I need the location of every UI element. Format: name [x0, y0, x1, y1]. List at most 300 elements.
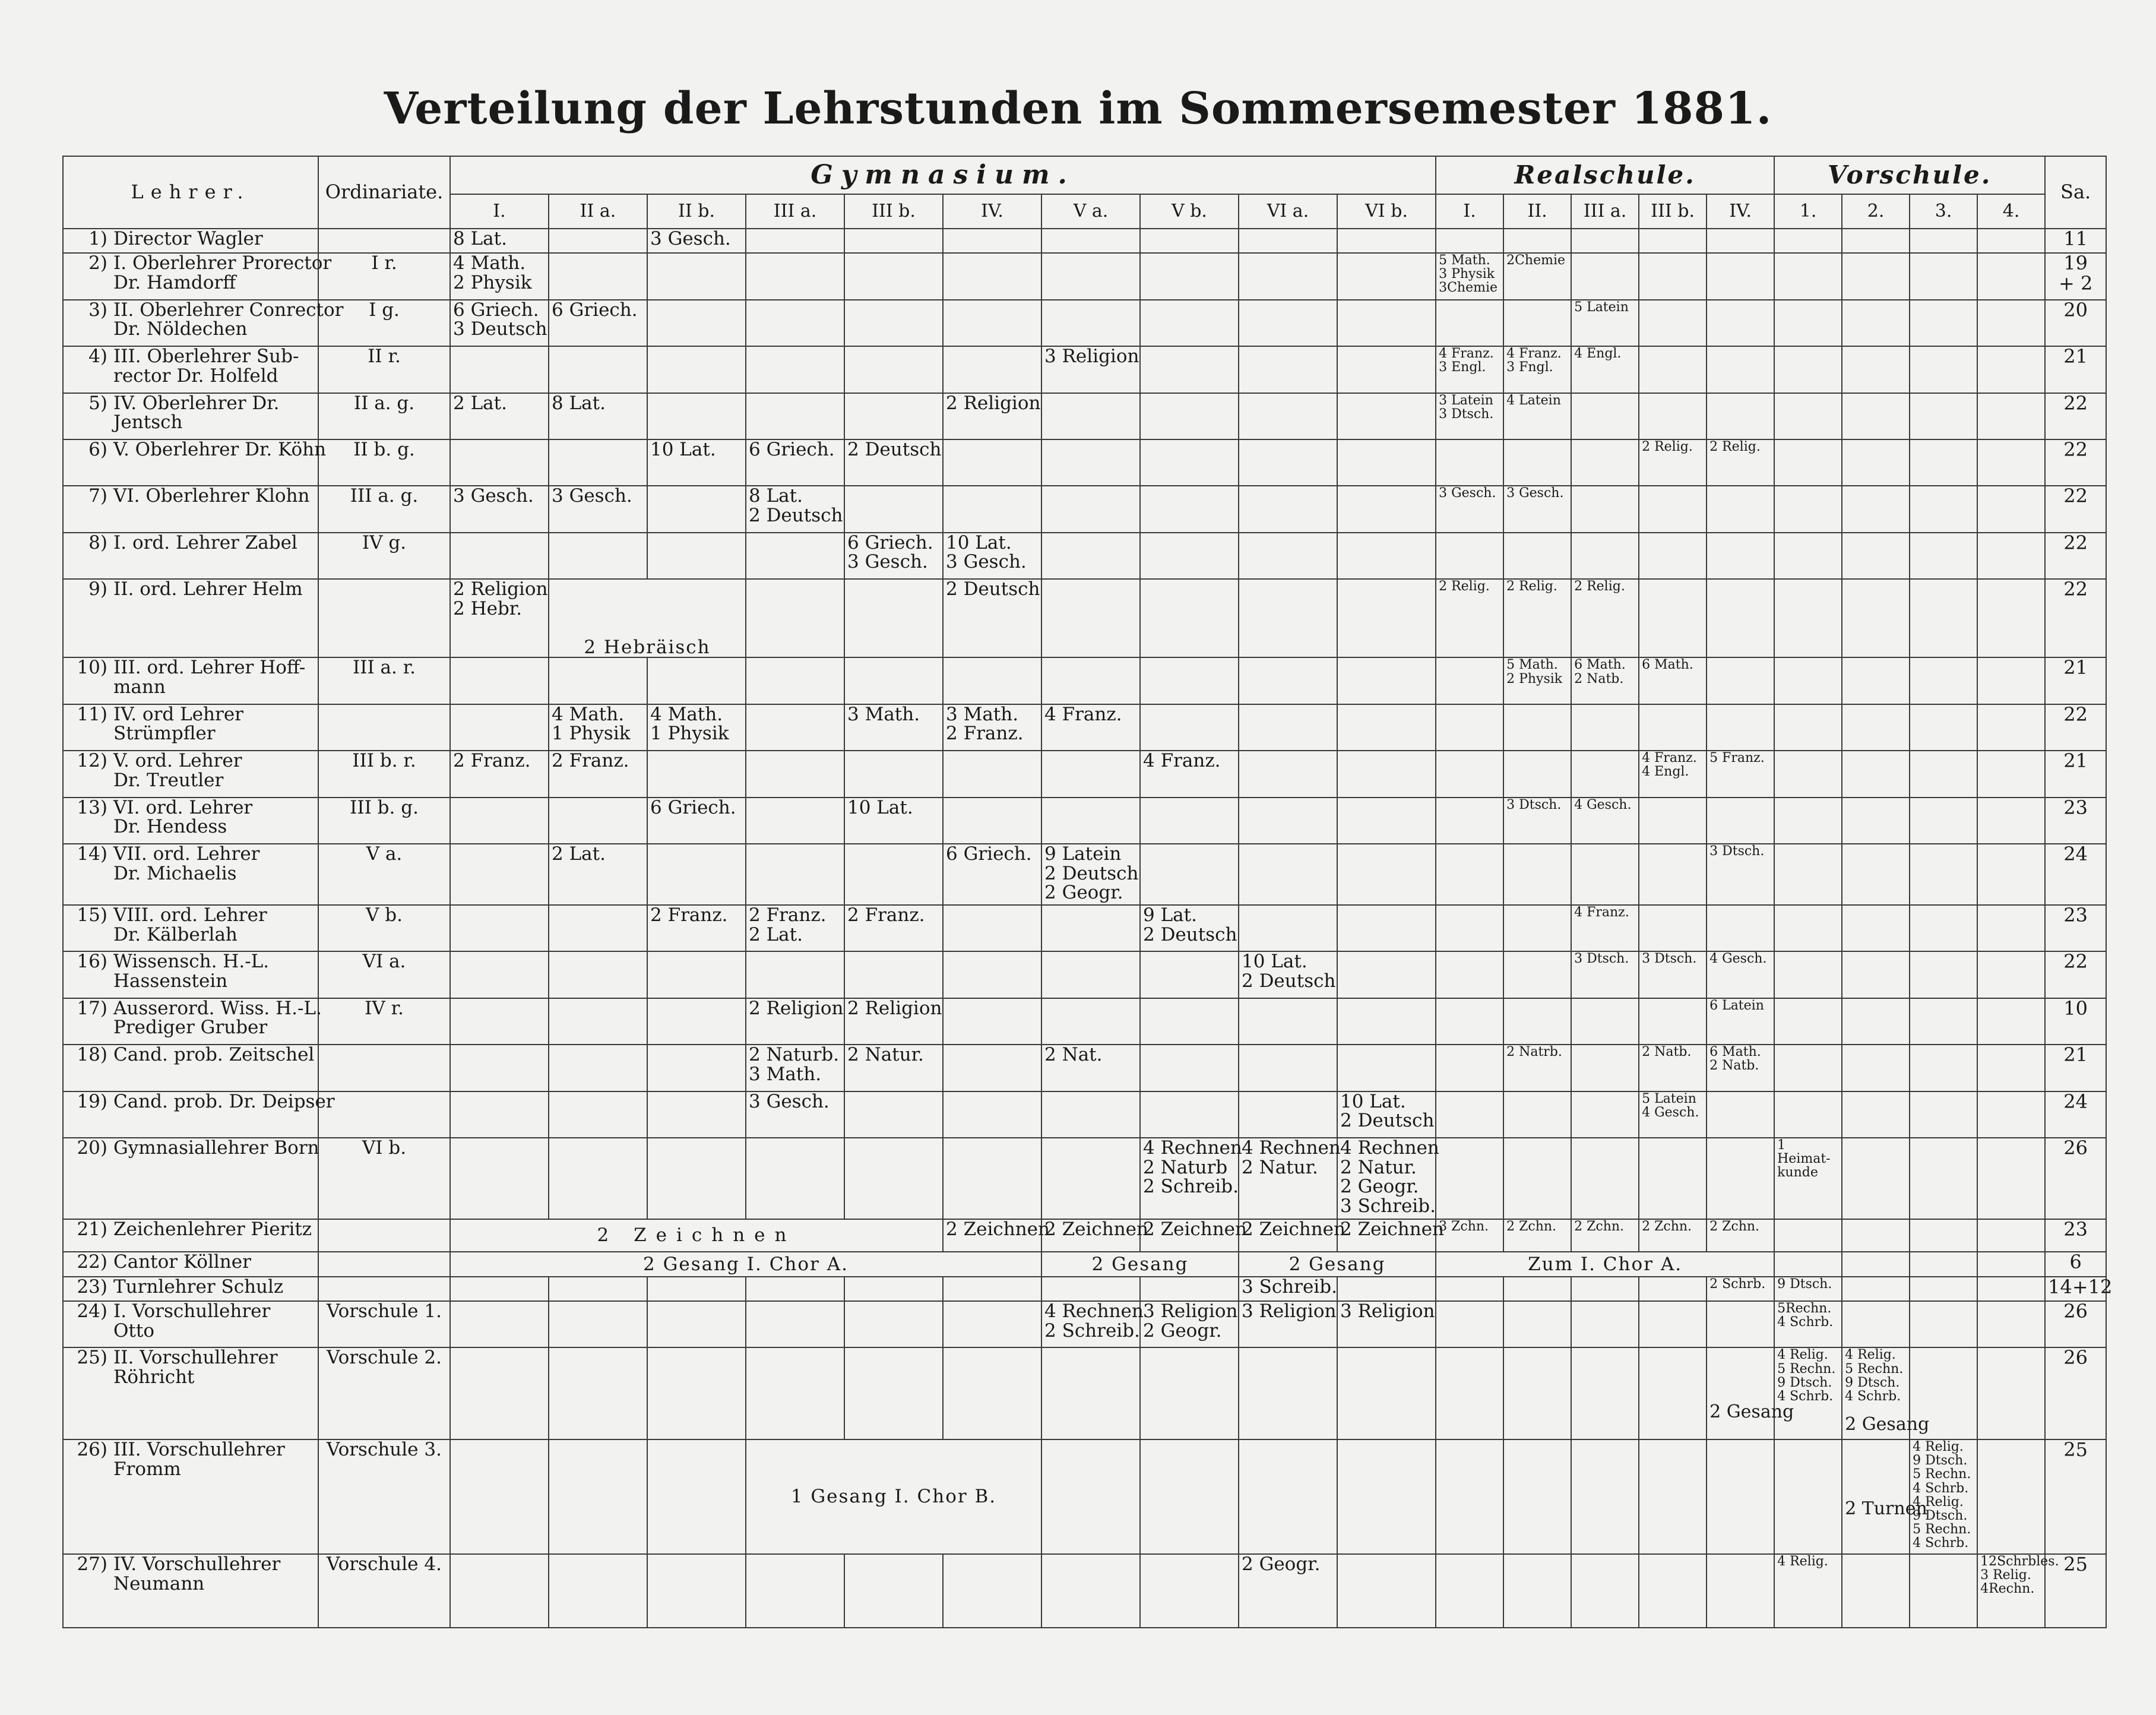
row-number: 1): [88, 228, 107, 249]
lesson-entry: 4 Franz.: [1044, 703, 1122, 725]
lesson-cell: [1707, 486, 1774, 532]
lesson-cell: [943, 905, 1041, 951]
lesson-cell: [1842, 951, 1910, 998]
ordinariat: [318, 1219, 450, 1252]
header-ordinariate: Ordinariate.: [318, 156, 450, 229]
lesson-cell: [1503, 657, 1571, 704]
teacher-name: [63, 393, 318, 439]
lesson-cell: [1337, 1554, 1436, 1628]
lesson-cell: [647, 657, 746, 704]
lesson-cell: [844, 951, 943, 998]
lesson-cell: [647, 1045, 746, 1091]
lesson-entry: 3 Gesch.: [749, 1090, 830, 1112]
lesson-entry: kunde: [1777, 1165, 1818, 1181]
lesson-cell: [1436, 229, 1503, 253]
lesson-cell: [1436, 1347, 1503, 1439]
ordinariat: [318, 1045, 450, 1091]
teacher-name: [63, 1439, 318, 1554]
lesson-cell: [647, 905, 746, 951]
lesson-cell: [943, 704, 1041, 751]
lesson-cell: [1639, 704, 1707, 751]
teacher-name: [63, 1219, 318, 1252]
lesson-cell: [549, 998, 647, 1045]
lesson-entry: 4 Gesch.: [1709, 951, 1767, 967]
lesson-entry: 2 Natur.: [847, 1044, 924, 1066]
teacher-name: [63, 1045, 318, 1091]
lesson-cell: [1436, 1554, 1503, 1628]
lesson-cell: [1977, 1347, 2045, 1439]
lesson-cell: [1239, 1554, 1337, 1628]
lesson-cell: [1140, 951, 1239, 998]
lesson-cell: [1041, 798, 1140, 844]
lesson-cell: [746, 704, 844, 751]
lesson-entry: 2 Zchn.: [1709, 1219, 1760, 1234]
teacher-name-line: IV. Vorschullehrer: [113, 1553, 281, 1575]
header-gym-class: III a.: [746, 194, 844, 229]
lesson-cell: [844, 1347, 943, 1439]
lesson-cell: [943, 439, 1041, 486]
lesson-entry: 2 Religion: [946, 392, 1041, 414]
row-number: 4): [88, 346, 107, 368]
lesson-cell: [1239, 300, 1337, 346]
lesson-cell: [1639, 1347, 1707, 1439]
lesson-cell: [1977, 486, 2045, 532]
lesson-cell: [1239, 1439, 1337, 1554]
lesson-cell: [1041, 1091, 1140, 1138]
lesson-entry: 3 Schreib.: [1242, 1276, 1337, 1298]
table-row: [63, 393, 2106, 439]
lesson-cell: [1774, 1439, 1842, 1554]
lesson-entry: 2 Zeichnen: [1044, 1218, 1148, 1240]
lesson-cell: [1436, 798, 1503, 844]
lesson-cell: [943, 1218, 1050, 1252]
hours-sum-value: 22: [2063, 950, 2088, 973]
lesson-cell: [844, 905, 943, 951]
hours-sum-value: 23: [2063, 796, 2088, 819]
ordinariat: Vorschule 4.: [318, 1554, 450, 1628]
table-row: [63, 998, 2106, 1045]
lesson-cell: [1977, 844, 2045, 905]
lesson-entry: 2 Relig.: [1439, 579, 1490, 594]
header-real-class: III a.: [1571, 194, 1639, 229]
lesson-cell: [943, 657, 1041, 704]
hours-sum: [2045, 1301, 2106, 1347]
lesson-entry: 2 Nat.: [1044, 1044, 1103, 1066]
lesson-cell: [746, 393, 844, 439]
lesson-cell: [746, 486, 844, 532]
lesson-cell: [1910, 1138, 1977, 1219]
teacher-name-line: Otto: [113, 1320, 154, 1341]
lesson-cell: [1140, 657, 1239, 704]
lesson-cell: [1910, 300, 1977, 346]
row-number: 18): [77, 1044, 107, 1066]
lesson-entry: 2 Physik: [453, 271, 532, 293]
lesson-cell: [1436, 905, 1503, 951]
lesson-cell: [1436, 704, 1503, 751]
lesson-cell: [1707, 844, 1774, 905]
lesson-cell: [450, 1347, 549, 1439]
lesson-cell: [1571, 300, 1639, 346]
lesson-cell: [1041, 346, 1140, 393]
lesson-cell: [943, 1301, 1041, 1347]
lesson-entry: 3 Religion: [1242, 1300, 1337, 1322]
combined-lesson: 1 Gesang I. Chor B.: [746, 1439, 1041, 1554]
lesson-cell: [1239, 1091, 1337, 1138]
lesson-cell: [746, 579, 844, 657]
lesson-cell: [549, 798, 647, 844]
lesson-cell: [1436, 1439, 1503, 1554]
lesson-entry: 3 Religion: [1143, 1300, 1238, 1322]
lesson-cell: [1774, 905, 1842, 951]
lesson-cell: [746, 751, 844, 797]
lesson-cell: [1977, 1439, 2045, 1554]
lesson-cell: [1774, 1219, 1842, 1252]
row-number: 23): [77, 1276, 107, 1298]
lesson-cell: [1041, 1439, 1140, 1554]
teacher-name-line: IV. Oberlehrer Dr.: [113, 392, 280, 414]
teacher-name: [63, 997, 322, 1045]
ordinariat: [318, 1277, 450, 1301]
lesson-entry: 6 Griech.: [946, 843, 1032, 865]
teacher-name: [63, 844, 318, 905]
lesson-cell: [1503, 998, 1571, 1045]
lesson-entry: 5 Rechn.: [1845, 1361, 1904, 1377]
row-number: 27): [77, 1553, 107, 1575]
lesson-cell: [746, 253, 844, 299]
lesson-cell: [450, 579, 549, 657]
lesson-entry: 4Rechn.: [1980, 1581, 2035, 1597]
lesson-cell: [549, 1554, 647, 1628]
lesson-cell: [1337, 486, 1436, 532]
lesson-cell: [1337, 951, 1436, 998]
lesson-cell: [1239, 951, 1337, 998]
lesson-entry: 2 Franz.: [453, 750, 531, 772]
lesson-cell: [1239, 798, 1337, 844]
lesson-cell: [943, 1091, 1041, 1138]
lesson-cell: [1140, 579, 1239, 657]
lesson-cell: [1503, 346, 1571, 393]
lesson-entry: 10 Lat.: [1340, 1090, 1406, 1112]
lesson-cell: [1910, 1554, 1977, 1628]
lesson-entry: 3 Gesch.: [1506, 486, 1564, 501]
lesson-entry: 12Schrbles.: [1980, 1553, 2059, 1569]
lesson-cell: [549, 1301, 647, 1347]
teacher-name-line: Director Wagler: [113, 228, 263, 249]
lesson-cell: [1337, 1347, 1436, 1439]
teacher-name-line: VIII. ord. Lehrer: [113, 904, 267, 926]
lesson-cell: [1041, 253, 1140, 299]
lesson-cell: [1707, 393, 1774, 439]
table-row: [63, 253, 2106, 299]
lesson-cell: [1910, 798, 1977, 844]
lesson-entry: 5 Franz.: [1709, 751, 1765, 766]
lesson-entry: 6 Griech.: [552, 299, 638, 321]
lesson-cell: [1639, 253, 1707, 299]
lesson-entry: 4 Relig.: [1777, 1553, 1828, 1569]
lesson-entry: 3 Physik: [1439, 267, 1495, 282]
lesson-cell: [1639, 844, 1707, 905]
hours-sum-value: 22: [2063, 485, 2088, 508]
teacher-name: [63, 704, 318, 751]
ordinariat: [318, 704, 450, 751]
lesson-entry: 2 Zeichnen: [1242, 1218, 1345, 1240]
lesson-cell: [1571, 533, 1639, 579]
lesson-cell: [1774, 253, 1842, 299]
lesson-cell: [450, 798, 549, 844]
lesson-cell: [549, 1091, 647, 1138]
lesson-cell: [1774, 486, 1842, 532]
hours-sum: [2045, 751, 2106, 797]
lesson-cell: [1842, 1138, 1910, 1219]
lesson-entry: 4 Schrb.: [1913, 1480, 1969, 1496]
hours-sum: [2045, 844, 2106, 905]
lesson-cell: [844, 657, 943, 704]
lesson-cell: [1707, 1219, 1774, 1252]
lesson-entry: 2 Hebr.: [453, 597, 523, 619]
lesson-cell: [1910, 1219, 1977, 1252]
lesson-entry: 2 Zeichnen: [946, 1218, 1050, 1240]
lesson-cell: [746, 1138, 844, 1219]
lesson-entry: 2 Geogr.: [1340, 1176, 1419, 1198]
lesson-cell: [1140, 751, 1239, 797]
teacher-name-line: I. Vorschullehrer: [113, 1300, 271, 1322]
hours-sum-value: 20: [2063, 298, 2088, 321]
lesson-cell: [1239, 439, 1337, 486]
lesson-cell: [1571, 439, 1639, 486]
lesson-cell: [844, 533, 943, 579]
hours-sum-value: 22: [2063, 438, 2088, 461]
hours-sum-value: 10: [2063, 996, 2088, 1020]
lesson-cell: [1041, 905, 1140, 951]
lesson-entry: 3 Math.: [847, 703, 920, 725]
table-row: [63, 486, 2106, 532]
teacher-name-line: VII. ord. Lehrer: [113, 843, 260, 865]
lesson-cell: [1571, 486, 1639, 532]
lesson-cell: [1140, 300, 1239, 346]
lesson-cell: [1910, 1091, 1977, 1138]
lesson-cell: [1239, 657, 1337, 704]
header-real-class: I.: [1436, 194, 1503, 229]
lesson-cell: [1571, 1091, 1639, 1138]
lesson-entry: 4 Rechnen: [1044, 1300, 1144, 1322]
header-gym-class: IV.: [943, 194, 1041, 229]
lesson-cell: [1239, 704, 1337, 751]
lesson-cell: [450, 1439, 549, 1554]
lesson-cell: [943, 300, 1041, 346]
lesson-cell: [1337, 579, 1436, 657]
lesson-cell: [1041, 1218, 1148, 1252]
lesson-cell: [1639, 905, 1707, 951]
lesson-cell: [1639, 1138, 1707, 1219]
hours-sum-value: 26: [2063, 1299, 2088, 1322]
lesson-cell: [1774, 1301, 1842, 1347]
table-row: [63, 1045, 2106, 1091]
hours-sum-value: + 2: [2058, 271, 2093, 295]
lesson-entry: 8 Lat.: [552, 392, 606, 414]
lesson-entry: 4 Franz.: [1642, 751, 1697, 766]
lesson-cell: [1239, 579, 1337, 657]
lesson-entry: 4 Franz.: [1143, 750, 1221, 772]
lesson-cell: [1842, 300, 1910, 346]
header-vor-class: 2.: [1842, 194, 1910, 229]
teacher-name-line: Dr. Michaelis: [113, 862, 237, 884]
lesson-cell: [1140, 998, 1239, 1045]
lesson-cell: [1503, 393, 1571, 439]
lesson-cell: [1977, 1301, 2045, 1347]
lesson-cell: [1503, 1554, 1571, 1628]
lesson-cell: [746, 1347, 844, 1439]
lesson-cell: [1842, 1554, 1910, 1628]
row-number: 6): [88, 439, 107, 461]
lesson-cell: [844, 844, 943, 905]
teacher-name: [63, 1277, 318, 1301]
lesson-entry: 6 Latein: [1709, 998, 1764, 1013]
teacher-name-line: Cand. prob. Dr. Deipser: [113, 1090, 335, 1112]
lesson-cell: [1503, 1277, 1571, 1301]
teacher-name-line: Prediger Gruber: [113, 1017, 268, 1039]
teacher-name-line: V. Oberlehrer Dr. Köhn: [113, 439, 327, 461]
lesson-entry: 4 Rechnen: [1340, 1137, 1439, 1159]
lesson-cell: [746, 905, 844, 951]
lesson-cell: [1239, 1045, 1337, 1091]
lesson-cell: [1571, 905, 1639, 951]
lesson-cell: [1639, 1439, 1707, 1554]
lesson-cell: [1977, 1219, 2045, 1252]
hours-sum: [2045, 346, 2106, 393]
lesson-entry: 2 Lat.: [749, 923, 803, 945]
lesson-cell: [647, 951, 746, 998]
table-row: [63, 1091, 2106, 1138]
lesson-cell: [450, 1091, 549, 1138]
lesson-cell: [1707, 1277, 1774, 1301]
row-number: 26): [77, 1439, 107, 1461]
table-row: [63, 1301, 2106, 1347]
lesson-entry: 1 Physik: [552, 723, 631, 745]
lesson-entry: 3 Gesch.: [552, 485, 632, 507]
lesson-cell: [1436, 1138, 1503, 1219]
lesson-cell: [1571, 1554, 1639, 1628]
teacher-name: [63, 229, 318, 253]
lesson-cell: [1337, 905, 1436, 951]
lesson-entry: 2Chemie: [1506, 253, 1566, 268]
lesson-cell: [450, 1301, 549, 1347]
lesson-cell: [647, 1277, 746, 1301]
lesson-cell: [1707, 1045, 1774, 1091]
lesson-entry: 3 Fngl.: [1506, 360, 1553, 375]
lesson-entry: 8 Lat.: [453, 228, 507, 249]
lesson-cell: [1774, 533, 1842, 579]
lesson-cell: [1337, 1301, 1436, 1347]
lesson-cell: [746, 998, 844, 1045]
teacher-name: [63, 905, 318, 951]
ordinariat: [318, 1252, 450, 1276]
lesson-cell: [450, 229, 549, 253]
row-number: 16): [77, 951, 107, 973]
lesson-entry: 2 Gesang: [1709, 1401, 1794, 1423]
lesson-cell: [1842, 1091, 1910, 1138]
lesson-cell: [1337, 1218, 1444, 1252]
hours-sum-value: 21: [2063, 749, 2088, 773]
row-number: 9): [88, 578, 107, 600]
table-row: [63, 300, 2106, 346]
lesson-cell: [1910, 486, 1977, 532]
lesson-cell: [549, 1347, 647, 1439]
lesson-cell: [1774, 439, 1842, 486]
lesson-cell: [647, 533, 746, 579]
lesson-cell: [1977, 533, 2045, 579]
lesson-cell: [647, 1554, 746, 1628]
ordinariat: [318, 1091, 450, 1138]
lesson-cell: [450, 439, 549, 486]
ordinariat: II b. g.: [318, 439, 450, 486]
teacher-name-line: Strümpfler: [113, 723, 216, 745]
lesson-cell: [1571, 579, 1639, 657]
ordinariat: VI a.: [318, 951, 450, 998]
lesson-cell: [1140, 1045, 1239, 1091]
lesson-entry: 2 Zchn.: [1574, 1219, 1625, 1234]
lesson-cell: [1571, 998, 1639, 1045]
table-row: [63, 579, 2106, 657]
lesson-cell: [549, 1439, 647, 1554]
lesson-cell: [943, 1347, 1041, 1439]
lesson-cell: [647, 844, 746, 905]
table-row: [63, 439, 2106, 486]
hours-sum-value: 23: [2063, 904, 2088, 927]
lesson-entry: 4 Schrb.: [1913, 1535, 1969, 1551]
lesson-cell: [647, 229, 746, 253]
lesson-cell: [844, 798, 943, 844]
hours-sum-value: 23: [2063, 1217, 2088, 1241]
teacher-name-line: I. ord. Lehrer Zabel: [113, 531, 297, 553]
lesson-entry: 2 Lat.: [552, 843, 606, 865]
lesson-cell: [450, 253, 549, 299]
hours-sum: [2045, 1347, 2106, 1439]
lesson-cell: [1639, 439, 1707, 486]
lesson-entry: 3 Zchn.: [1439, 1219, 1489, 1234]
lesson-cell: [943, 1277, 1041, 1301]
lesson-entry: 3 Gesch.: [453, 485, 534, 507]
hours-sum: [2045, 393, 2106, 439]
lesson-cell: [1842, 579, 1910, 657]
lesson-cell: [1140, 393, 1239, 439]
lesson-cell: [1436, 439, 1503, 486]
lesson-cell: [1774, 998, 1842, 1045]
header-lehrer: Lehrer.: [63, 156, 318, 229]
ordinariat: IV g.: [318, 533, 450, 579]
hours-sum: [2045, 1275, 2113, 1301]
lesson-cell: [1436, 1301, 1503, 1347]
teacher-name: [63, 299, 344, 346]
lesson-cell: [1910, 229, 1977, 253]
lesson-cell: [450, 751, 549, 797]
lesson-cell: [1140, 905, 1239, 951]
lesson-cell: [549, 1138, 647, 1219]
lesson-cell: [647, 704, 746, 751]
lesson-cell: [450, 1554, 549, 1628]
lesson-cell: [746, 1045, 844, 1091]
lesson-cell: [1337, 798, 1436, 844]
lesson-cell: [1707, 1554, 1774, 1628]
lesson-cell: [1571, 1277, 1639, 1301]
lesson-cell: [1639, 798, 1707, 844]
lesson-cell: [1707, 346, 1774, 393]
lesson-cell: [1571, 1347, 1639, 1439]
lesson-entry: 3 Dtsch.: [1574, 951, 1629, 967]
lesson-cell: [1571, 844, 1639, 905]
lesson-entry: 5Rechn.: [1777, 1301, 1832, 1316]
lesson-entry: 5 Rechn.: [1913, 1521, 1971, 1537]
lesson-cell: [844, 346, 943, 393]
